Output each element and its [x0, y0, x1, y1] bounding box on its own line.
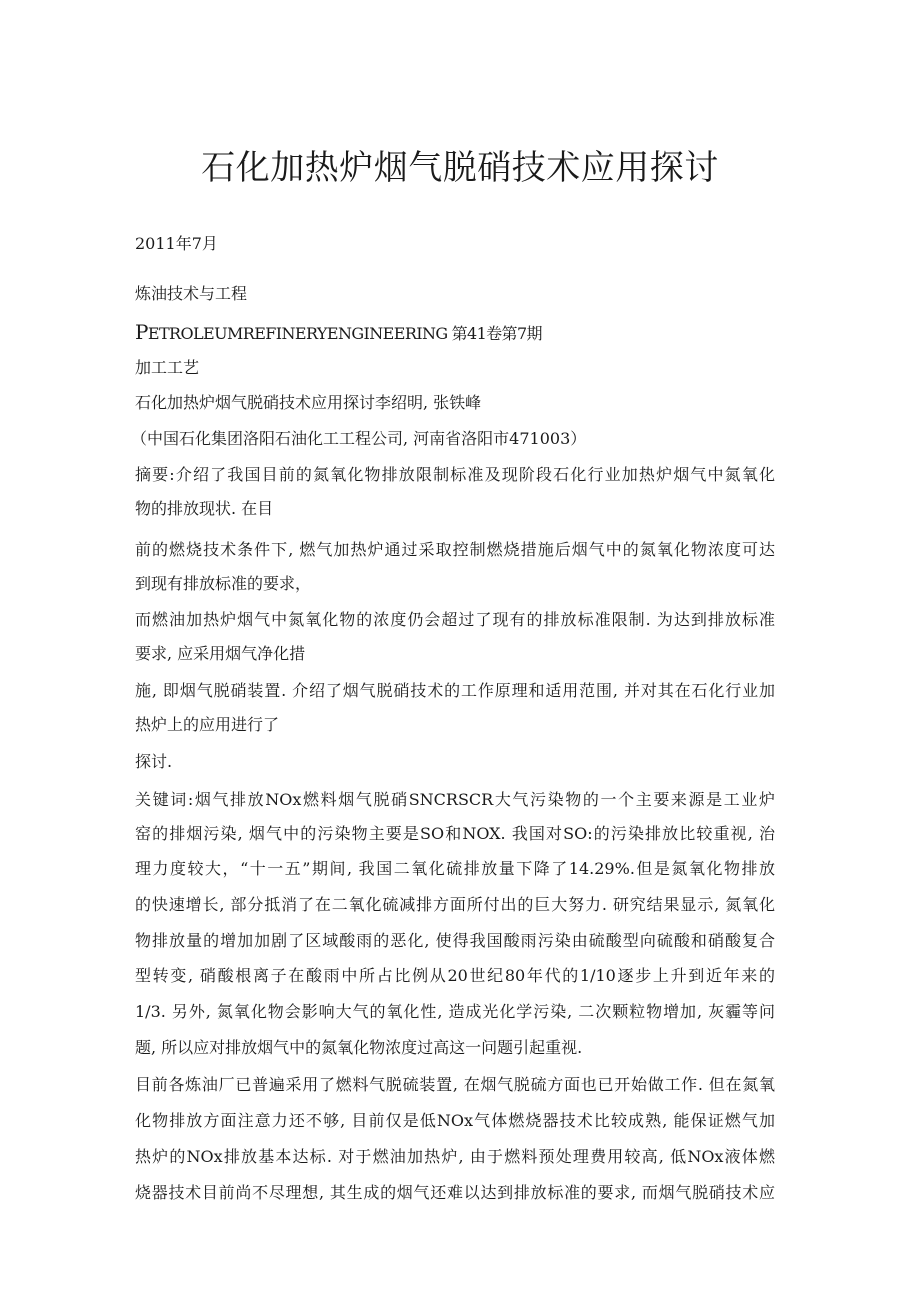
body-line: 1/3. 另外, 氮氧化物会影响大气的氧化性, 造成光化学污染, 二次颗粒物增加, 灰霾等问 [135, 1002, 775, 1021]
journal-issue: 第41卷第7期 [451, 324, 542, 343]
body-line: 化物排放方面注意力还不够, 目前仅是低NOx气体燃烧器技术比较成熟, 能保证燃气加 [135, 1111, 775, 1130]
publication-date: 2011年7月 [135, 234, 218, 253]
title-and-authors: 石化加热炉烟气脱硝技术应用探讨李绍明, 张铁峰 [135, 393, 482, 412]
body-line: 关键词:烟气排放NOx燃料烟气脱硝SNCRSCR大气污染物的一个主要来源是工业炉 [135, 790, 775, 809]
document-title: 石化加热炉烟气脱硝技术应用探讨 [201, 148, 719, 188]
body-line: 型转变, 硝酸根离子在酸雨中所占比例从20世纪80年代的1/10逐步上升到近年来的 [135, 966, 775, 985]
body-line: 物排放量的增加加剧了区域酸雨的恶化, 使得我国酸雨污染由硫酸型向硫酸和硝酸复合 [135, 931, 775, 950]
body-line: 到现有排放标准的要求， [135, 574, 312, 593]
body-line: 施, 即烟气脱硝装置. 介绍了烟气脱硝技术的工作原理和适用范围, 并对其在石化行业加 [135, 681, 775, 700]
journal-name-cn: 炼油技术与工程 [135, 284, 248, 303]
journal-name-en-initial: P [135, 320, 148, 344]
journal-header [135, 321, 542, 345]
body-line: 物的排放现状. 在目 [135, 499, 274, 518]
body-line: 要求, 应采用烟气净化措 [135, 644, 306, 663]
body-line: 前的燃烧技术条件下, 燃气加热炉通过采取控制燃烧措施后烟气中的氮氧化物浓度可达 [135, 540, 775, 559]
body-line: 热炉上的应用进行了 [135, 715, 280, 734]
body-line: 窑的排烟污染, 烟气中的污染物主要是SO和NOX. 我国对SO:的污染排放比较重视, 治 [135, 824, 775, 843]
section-label: 加工工艺 [135, 358, 200, 377]
body-line: 目前各炼油厂已普遍采用了燃料气脱硫装置, 在烟气脱硫方面也已开始做工作. 但在氮氧 [135, 1075, 775, 1094]
body-line: 摘要:介绍了我国目前的氮氧化物排放限制标准及现阶段石化行业加热炉烟气中氮氧化 [135, 465, 775, 484]
body-line: 探讨. [135, 752, 173, 771]
body-line: 理力度较大，“十一五”期间, 我国二氧化硫排放量下降了14.29%.但是氮氧化物排放 [135, 859, 775, 878]
body-line: 热炉的NOx排放基本达标. 对于燃油加热炉, 由于燃料预处理费用较高, 低NOx液体燃 [135, 1147, 775, 1166]
journal-name-en: ETROLEUMREFINERYENGINEERING [147, 324, 448, 343]
body-line: 而燃油加热炉烟气中氮氧化物的浓度仍会超过了现有的排放标准限制. 为达到排放标准 [135, 610, 775, 629]
body-line: 的快速增长, 部分抵消了在二氧化硫减排方面所付出的巨大努力. 研究结果显示, 氮氧化 [135, 895, 775, 914]
body-line: 烧器技术目前尚不尽理想, 其生成的烟气还难以达到排放标准的要求, 而烟气脱硝技术应 [135, 1183, 775, 1202]
body-line: 题, 所以应对排放烟气中的氮氧化物浓度过高这一问题引起重视. [135, 1038, 583, 1057]
author-affiliation: （中国石化集团洛阳石油化工工程公司, 河南省洛阳市471003） [131, 429, 587, 448]
